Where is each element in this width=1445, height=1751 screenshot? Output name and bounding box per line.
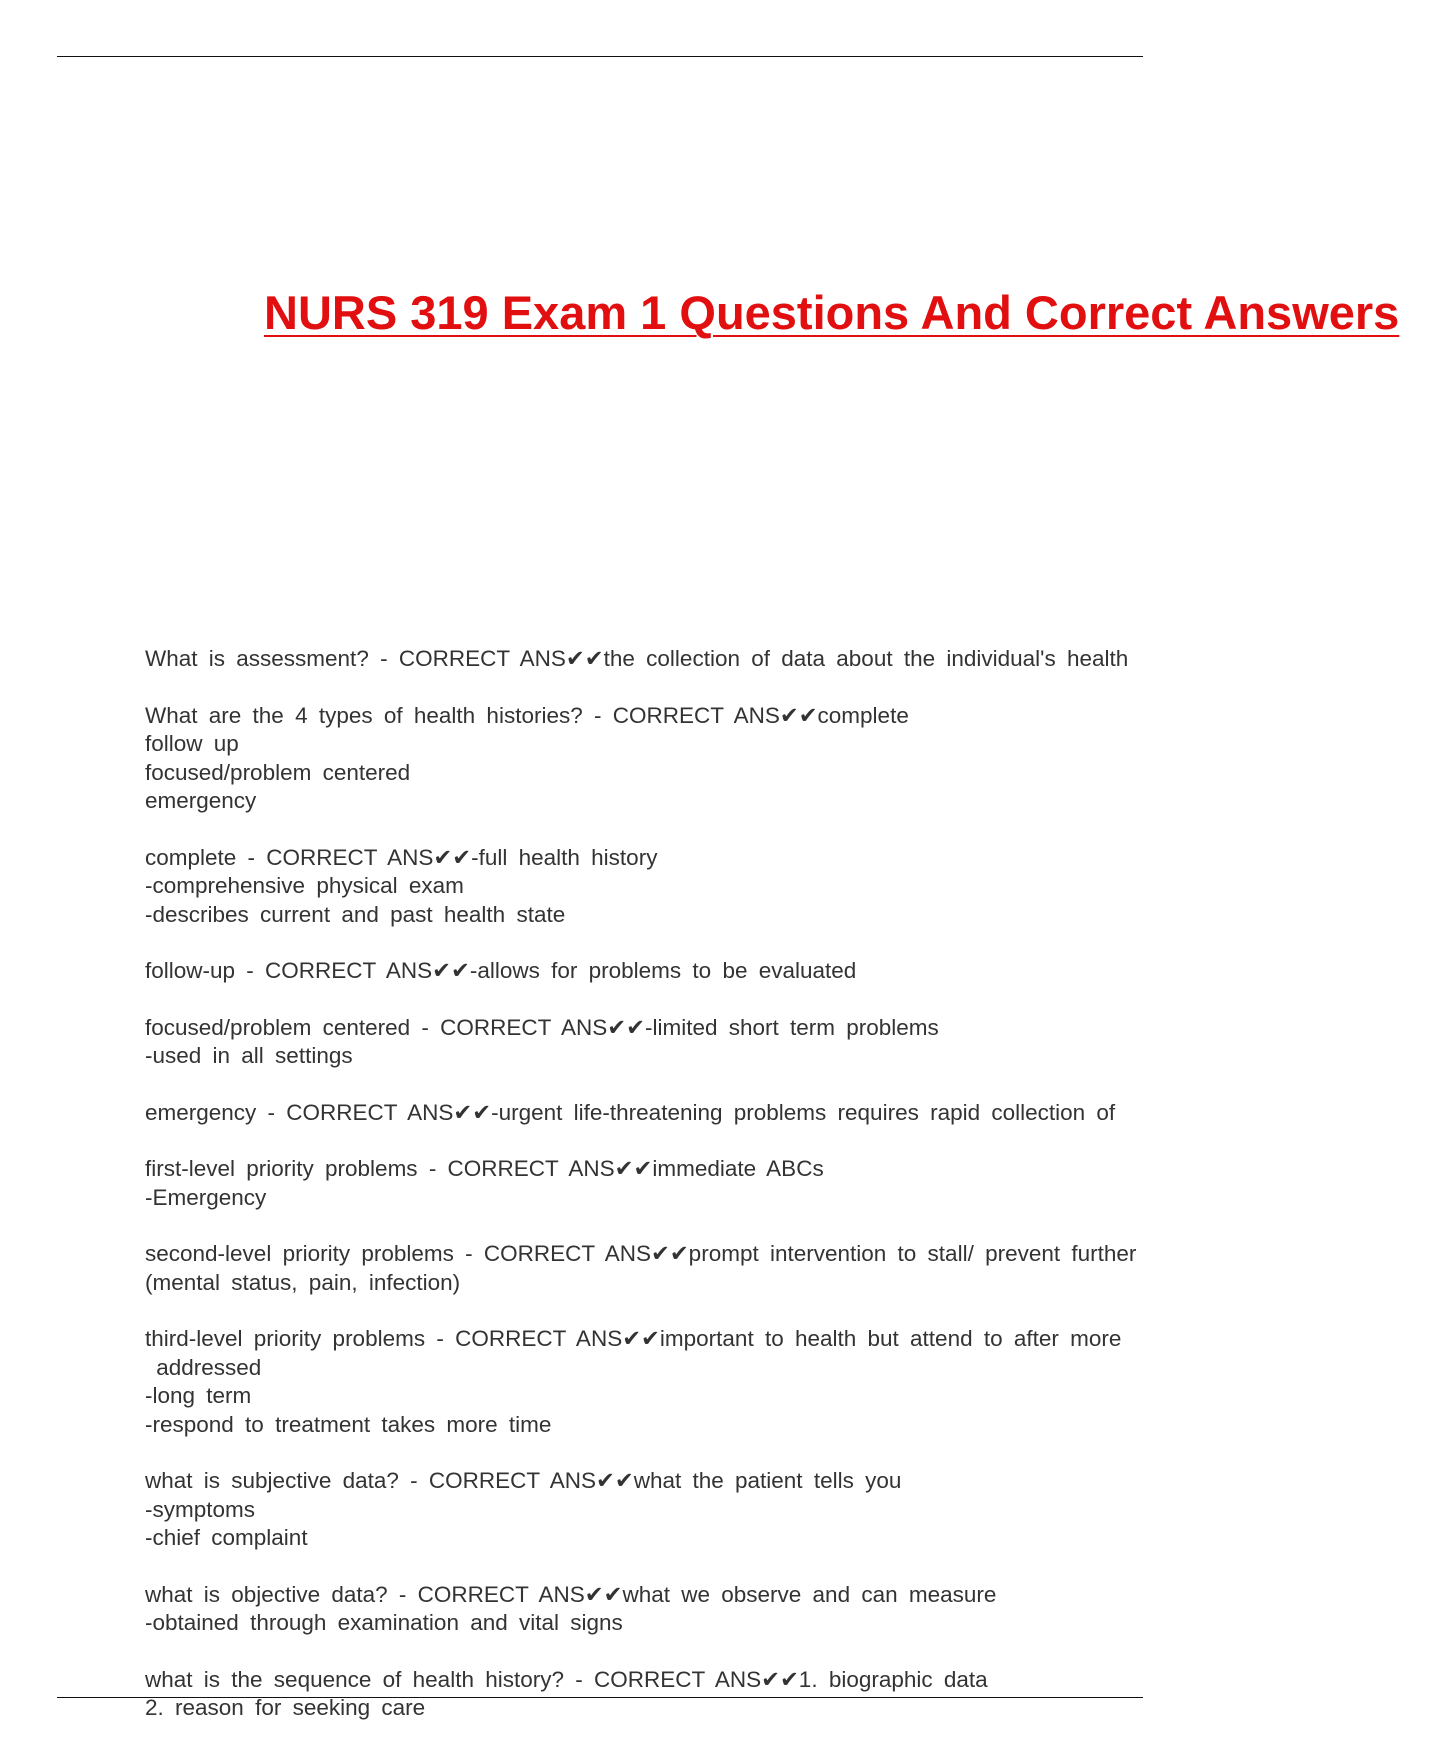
- qa-answer-line: focused/problem centered: [145, 759, 411, 785]
- qa-entry: [145, 702, 1445, 816]
- qa-question-line: second-level priority problems - CORRECT ANS✔✔prompt intervention to stall/ prevent further: [145, 1241, 1137, 1266]
- qa-list: [145, 645, 1445, 1751]
- qa-question-line: third-level priority problems - CORRECT ANS✔✔important to health but attend to after more: [145, 1326, 1122, 1351]
- qa-entry: [145, 844, 1445, 930]
- qa-entry: [145, 1666, 1445, 1723]
- qa-entry: [145, 957, 1445, 986]
- document-title: NURS 319 Exam 1 Questions And Correct Answers: [264, 286, 1400, 339]
- qa-entry: [145, 1014, 1445, 1071]
- qa-question-line: complete - CORRECT ANS✔✔-full health history: [145, 844, 658, 870]
- qa-question-line: emergency - CORRECT ANS✔✔-urgent life-threatening problems requires rapid collection of: [145, 1099, 1116, 1125]
- qa-question-line: what is objective data? - CORRECT ANS✔✔what we observe and can measure: [145, 1581, 997, 1607]
- qa-question-line: what is the sequence of health history? - CORRECT ANS✔✔1. biographic data: [145, 1666, 988, 1692]
- qa-answer-line: -symptoms: [145, 1496, 256, 1522]
- qa-entry: [145, 1581, 1445, 1638]
- qa-answer-line: -comprehensive physical exam: [145, 873, 464, 898]
- qa-entry: [145, 1240, 1445, 1297]
- qa-answer-line: -obtained through examination and vital signs: [145, 1610, 623, 1635]
- qa-answer-line: -Emergency: [145, 1184, 267, 1210]
- qa-question-line: follow-up - CORRECT ANS✔✔-allows for problems to be evaluated: [145, 958, 857, 983]
- qa-entry: [145, 1325, 1445, 1439]
- header-rule: [57, 56, 1143, 57]
- qa-entry: [145, 1155, 1445, 1212]
- qa-entry: [145, 1099, 1445, 1128]
- qa-answer-line: 2. reason for seeking care: [145, 1695, 426, 1720]
- qa-question-line: What are the 4 types of health histories? - CORRECT ANS✔✔complete: [145, 702, 909, 728]
- qa-answer-line: -chief complaint: [145, 1525, 308, 1550]
- qa-question-line: first-level priority problems - CORRECT ANS✔✔immediate ABCs: [145, 1156, 824, 1181]
- qa-question-line: what is subjective data? - CORRECT ANS✔✔what the patient tells you: [145, 1468, 902, 1493]
- qa-answer-line: -long term: [145, 1383, 252, 1408]
- qa-answer-line: emergency: [145, 788, 257, 813]
- qa-entry: [145, 645, 1445, 674]
- qa-answer-line: (mental status, pain, infection): [145, 1269, 461, 1295]
- qa-answer-line: addressed: [145, 1354, 262, 1380]
- qa-answer-line: -respond to treatment takes more time: [145, 1411, 552, 1437]
- qa-entry: [145, 1467, 1445, 1553]
- footer-rule: [57, 1697, 1143, 1698]
- qa-question-line: focused/problem centered - CORRECT ANS✔✔-limited short term problems: [145, 1014, 939, 1040]
- qa-answer-line: -describes current and past health state: [145, 901, 566, 927]
- qa-answer-line: follow up: [145, 731, 239, 756]
- qa-question-line: What is assessment? - CORRECT ANS✔✔the collection of data about the individual's health: [145, 646, 1129, 671]
- qa-answer-line: -used in all settings: [145, 1043, 353, 1068]
